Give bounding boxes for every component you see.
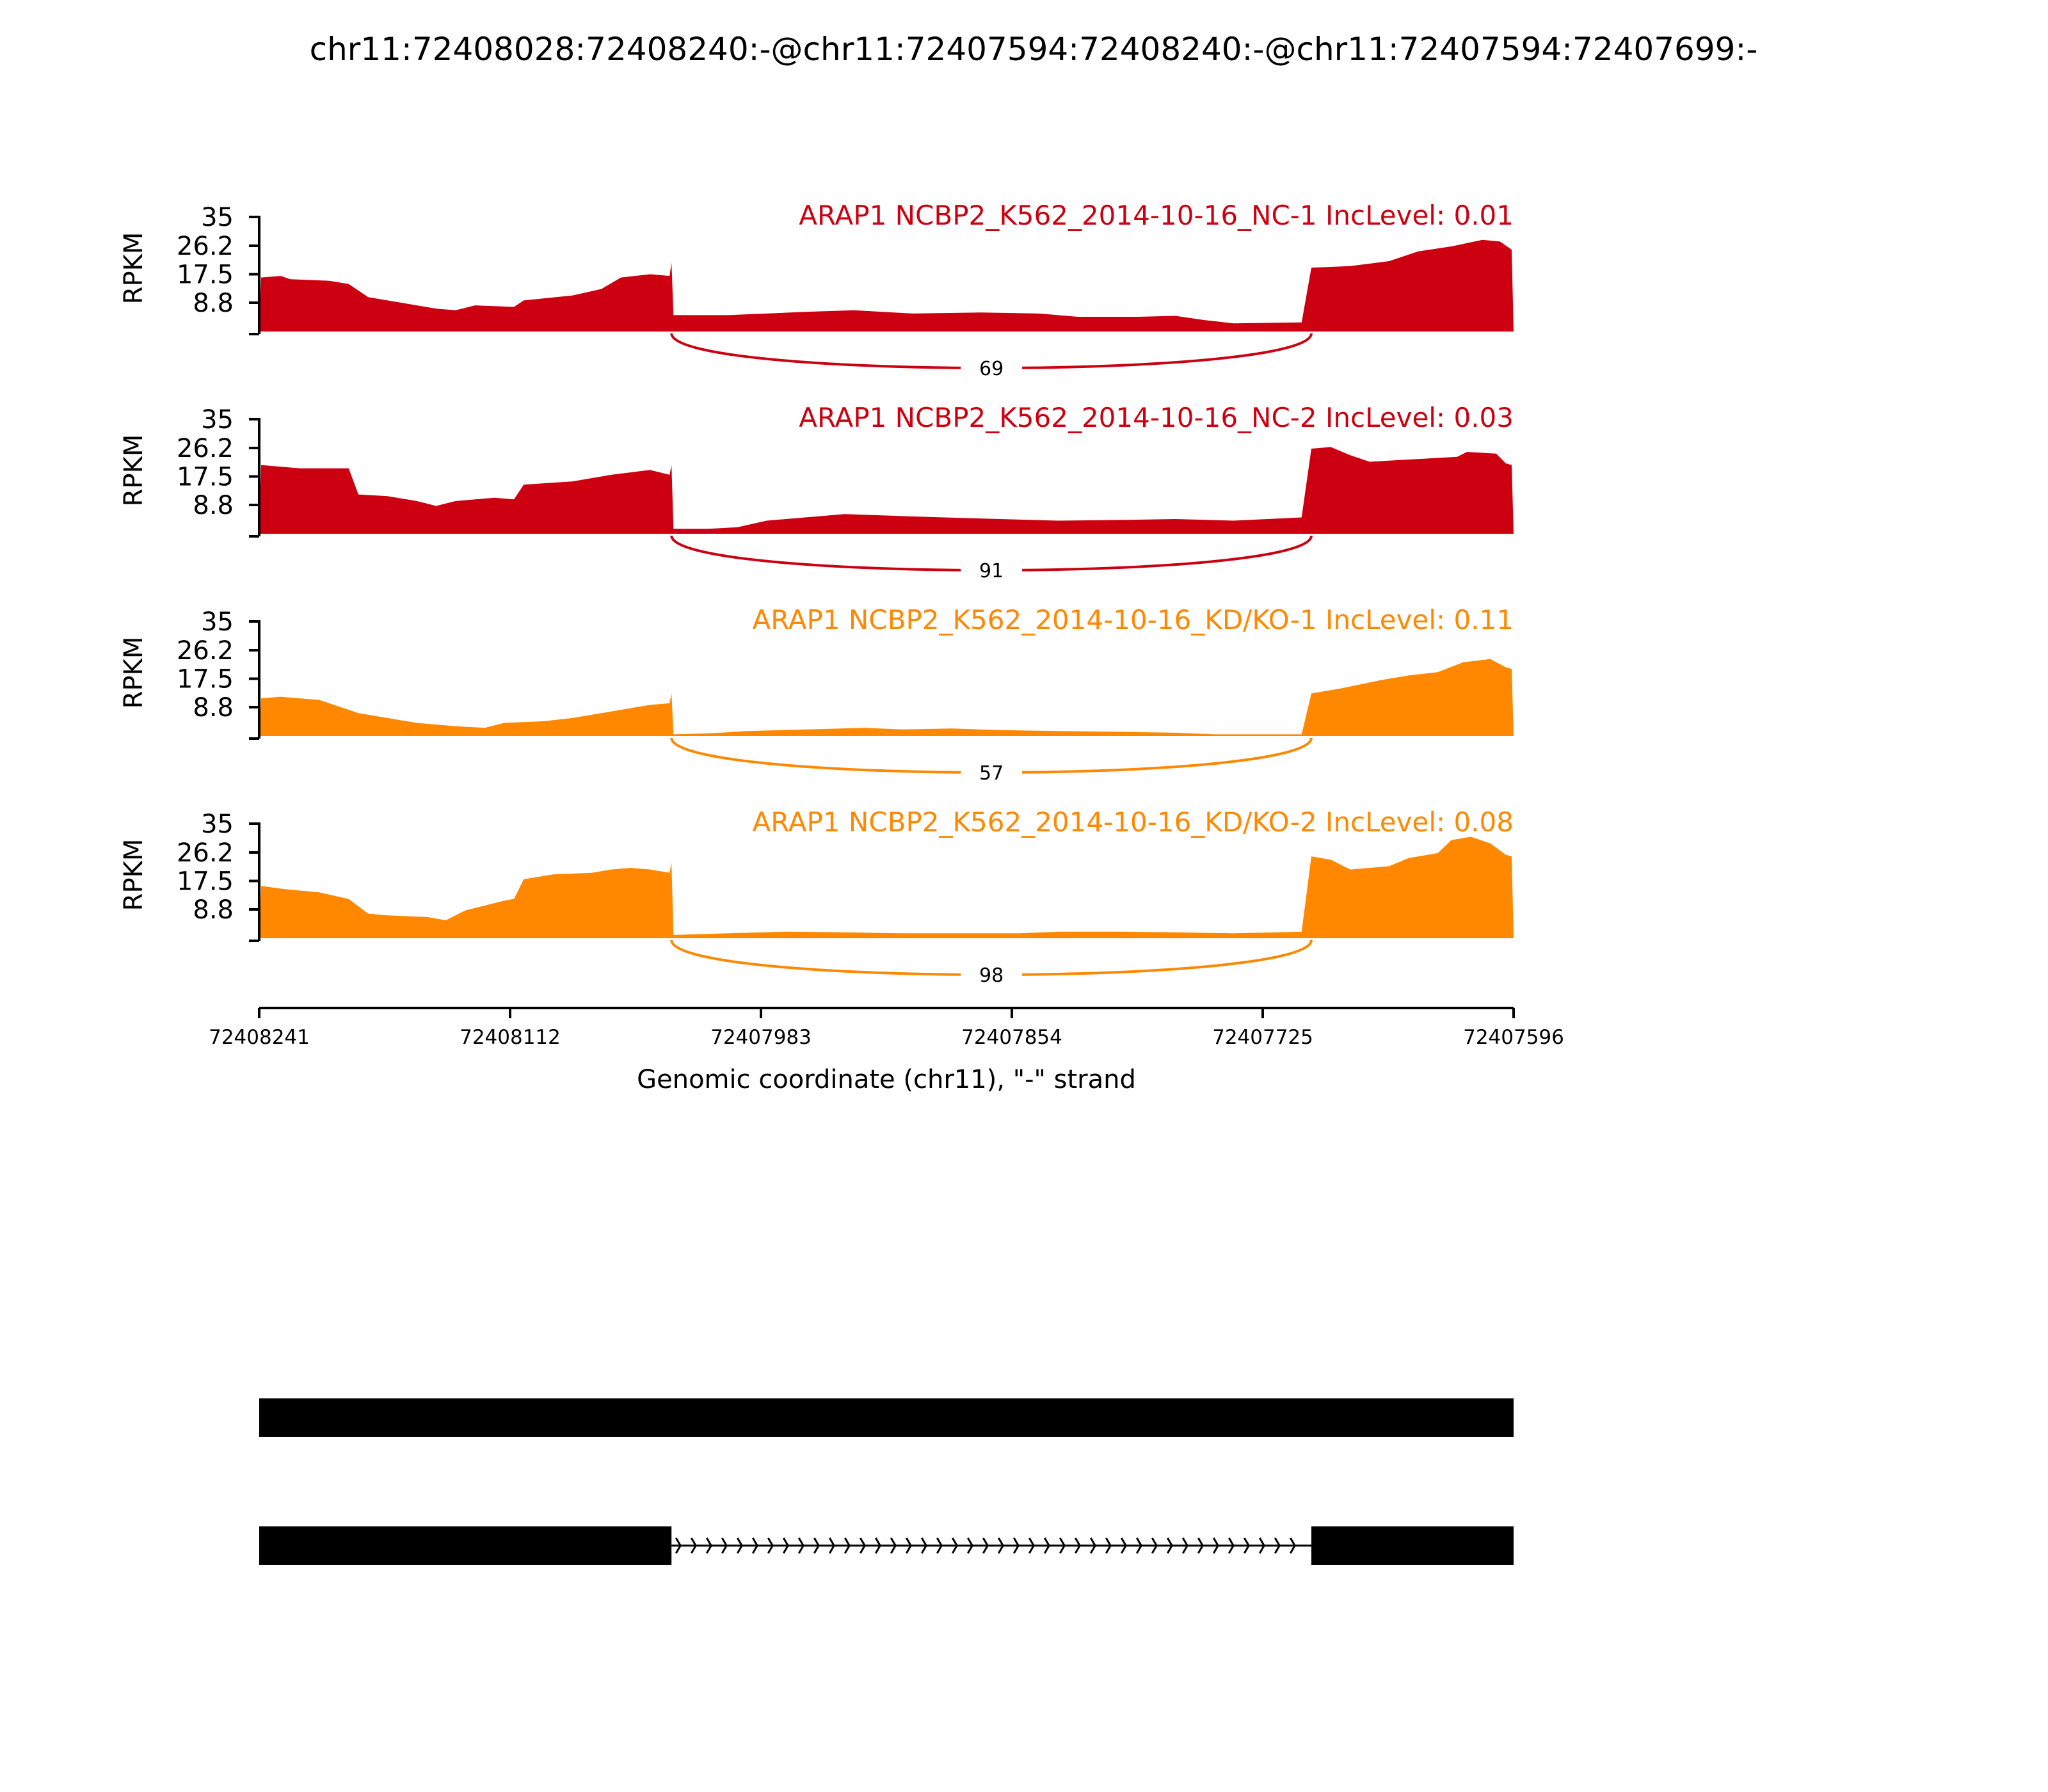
track-1 — [119, 200, 1514, 381]
y-tick-label: 8.8 — [193, 490, 234, 520]
junction-count: 98 — [979, 964, 1004, 987]
x-tick-label: 72407725 — [1212, 1026, 1313, 1049]
y-tick-label: 35 — [201, 203, 234, 232]
track-3 — [119, 604, 1514, 785]
y-tick-label: 26.2 — [176, 636, 234, 666]
y-tick-label: 26.2 — [176, 232, 234, 262]
x-tick-label: 72408112 — [460, 1026, 561, 1049]
y-axis-label: RPKM — [119, 434, 148, 507]
y-tick-label: 8.8 — [193, 895, 234, 925]
track-title: ARAP1 NCBP2_K562_2014-10-16_KD/KO-1 IncLevel: 0.11 — [752, 604, 1514, 636]
exon — [1311, 1526, 1514, 1565]
y-tick-label: 35 — [201, 810, 234, 839]
y-tick-label: 17.5 — [176, 260, 234, 290]
y-tick-label: 17.5 — [176, 664, 234, 694]
coverage-area — [259, 837, 1514, 939]
gene-model-2 — [259, 1526, 1514, 1565]
coverage-area — [259, 447, 1514, 534]
junction-count: 91 — [979, 560, 1004, 582]
y-tick-label: 26.2 — [176, 838, 234, 868]
junction-count: 69 — [979, 358, 1004, 380]
x-tick-label: 72407854 — [961, 1026, 1062, 1049]
junction-count: 57 — [979, 762, 1004, 785]
gene-models — [259, 1398, 1514, 1565]
y-axis-label: RPKM — [119, 636, 148, 709]
y-tick-label: 8.8 — [193, 692, 234, 723]
y-tick-label: 26.2 — [176, 434, 234, 464]
chart-title: chr11:72408028:72408240:-@chr11:72407594:72408240:-@chr11:72407594:72407699:- — [309, 31, 1758, 68]
y-axis-label: RPKM — [119, 232, 148, 305]
y-tick-label: 17.5 — [176, 462, 234, 492]
track-title: ARAP1 NCBP2_K562_2014-10-16_KD/KO-2 IncLevel: 0.08 — [752, 806, 1514, 838]
x-tick-label: 72407983 — [710, 1026, 812, 1049]
y-axis-label: RPKM — [119, 838, 148, 911]
y-tick-label: 17.5 — [176, 867, 234, 897]
track-2 — [119, 402, 1514, 583]
track-title: ARAP1 NCBP2_K562_2014-10-16_NC-2 IncLevel: 0.03 — [799, 402, 1514, 433]
track-title: ARAP1 NCBP2_K562_2014-10-16_NC-1 IncLevel: 0.01 — [799, 200, 1514, 231]
coverage-area — [259, 659, 1514, 736]
exon — [259, 1526, 671, 1565]
gene-model-1 — [259, 1398, 1514, 1437]
x-axis — [209, 1008, 1564, 1049]
track-4 — [119, 806, 1514, 988]
x-tick-label: 72407596 — [1463, 1026, 1564, 1049]
x-axis-label: Genomic coordinate (chr11), "-" strand — [637, 1065, 1136, 1094]
y-tick-label: 35 — [201, 405, 234, 435]
y-tick-label: 35 — [201, 607, 234, 637]
coverage-area — [259, 240, 1514, 332]
exon — [259, 1398, 1514, 1437]
x-tick-label: 72408241 — [209, 1026, 310, 1049]
y-tick-label: 8.8 — [193, 288, 234, 318]
coverage-tracks — [119, 200, 1514, 988]
